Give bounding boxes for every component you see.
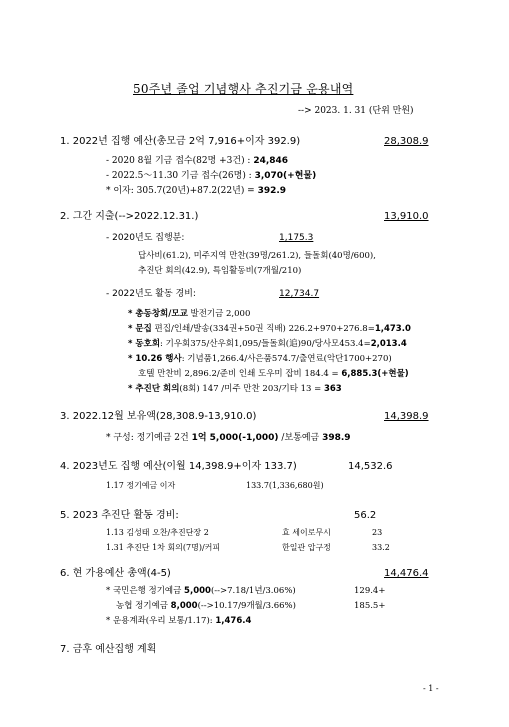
section-6-heading: 6. 현 가용예산 총액(4-5) (60, 568, 171, 579)
section-4-interest-value: 133.7(1,336,680원) (246, 481, 324, 490)
sub-2020-detail-2: 추진단 회의(42.9), 특임활동비(7개월/210) (138, 266, 302, 276)
section-6-total: 14,476.4 (384, 568, 429, 579)
expense-item-clubs: * 동호회: 기우회375/산우회1,095/들돌회(追)90/당사모453.4=2,013.4 (128, 339, 407, 349)
section-3-total: 14,398.9 (384, 411, 429, 422)
document-title: 50주년 졸업 기념행사 추진기금 운용내역 (133, 82, 354, 96)
section-5-row-1-desc: 1.13 김성태 오찬/추진단장 2 (106, 528, 209, 537)
section-5-total: 56.2 (354, 510, 377, 521)
section-5-row-2-place: 한일관 압구정 (282, 543, 331, 552)
page-number: - 1 - (423, 684, 439, 693)
section-4-heading: 4. 2023년도 집행 예산(이월 14,398.9+이자 133.7) (60, 461, 297, 472)
section-4-interest-label: 1.17 정기예금 이자 (106, 481, 176, 490)
section-1-line-3: * 이자: 305.7(20년)+87.2(22년) = 392.9 (106, 186, 287, 196)
expense-item-event: * 10.26 행사: 기념품1,266.4/사은품574.7/출연료(악단1700+270) (128, 354, 392, 364)
expense-item-meetings: * 추진단 회의(8회) 147 /미주 만찬 203/기타 13 = 363 (128, 384, 342, 394)
deposit-kookmin: * 국민은행 정기예금 5,000(-->7.18/1년/3.06%) (106, 586, 296, 596)
deposit-nonghyup-interest: 185.5+ (354, 601, 386, 611)
section-3-heading: 3. 2022.12월 보유액(28,308.9-13,910.0) (60, 411, 257, 422)
section-1-line-2: - 2022.5～11.30 기금 접수(26명) : 3,070(+현물) (106, 171, 317, 181)
deposit-nonghyup: 농협 정기예금 8,000(-->10.17/9개월/3.66%) (116, 601, 296, 611)
sub-2022-value: 12,734.7 (279, 289, 320, 299)
section-5-row-1-place: 효 세이로무시 (282, 528, 331, 537)
sub-2022-label: - 2022년도 활동 경비: (106, 289, 196, 299)
section-3-composition: * 구성: 정기예금 2건 1억 5,000(-1,000) /보통예금 398.9 (106, 433, 351, 443)
section-1-heading: 1. 2022년 집행 예산(총모금 2억 7,916+이자 392.9) (60, 136, 301, 147)
expense-item-event-detail: 호텔 만찬비 2,896.2/준비 인쇄 도우미 잡비 184.4 = 6,885.3(+현물) (138, 369, 409, 379)
section-2-heading: 2. 그간 지출(-->2022.12.31.) (60, 211, 199, 222)
expense-item-alumni: * 총동창회/모교 발전기금 2,000 (128, 309, 251, 319)
section-4-total: 14,532.6 (348, 461, 393, 472)
section-1-line-1: - 2020 8월 기금 접수(82명 +3건) : 24,846 (106, 156, 289, 166)
section-1-total: 28,308.9 (384, 136, 429, 147)
date-unit-line: --> 2023. 1. 31 (단위 만원) (298, 106, 414, 116)
section-5-row-1-amount: 23 (372, 528, 383, 537)
section-5-heading: 5. 2023 추진단 활동 경비: (60, 510, 179, 521)
section-5-row-2-desc: 1.31 추진단 1차 회의(7명)/커피 (106, 543, 221, 552)
expense-item-anthology: * 문집 편집/인쇄/발송(334권+50권 직배) 226.2+970+276.8=1,473.0 (128, 324, 411, 334)
deposit-kookmin-interest: 129.4+ (354, 586, 386, 596)
section-2-total: 13,910.0 (384, 211, 429, 222)
section-5-row-2-amount: 33.2 (372, 543, 390, 552)
section-7-heading: 7. 금후 예산집행 계획 (60, 644, 157, 655)
sub-2020-label: - 2020년도 집행분: (106, 233, 185, 243)
sub-2020-value: 1,175.3 (279, 233, 314, 243)
sub-2020-detail-1: 답사비(61.2), 미주지역 만찬(39명/261.2), 들돌회(40명/600), (138, 251, 376, 261)
operating-account: * 운용계좌(우리 보통/1.17): 1,476.4 (106, 616, 252, 626)
